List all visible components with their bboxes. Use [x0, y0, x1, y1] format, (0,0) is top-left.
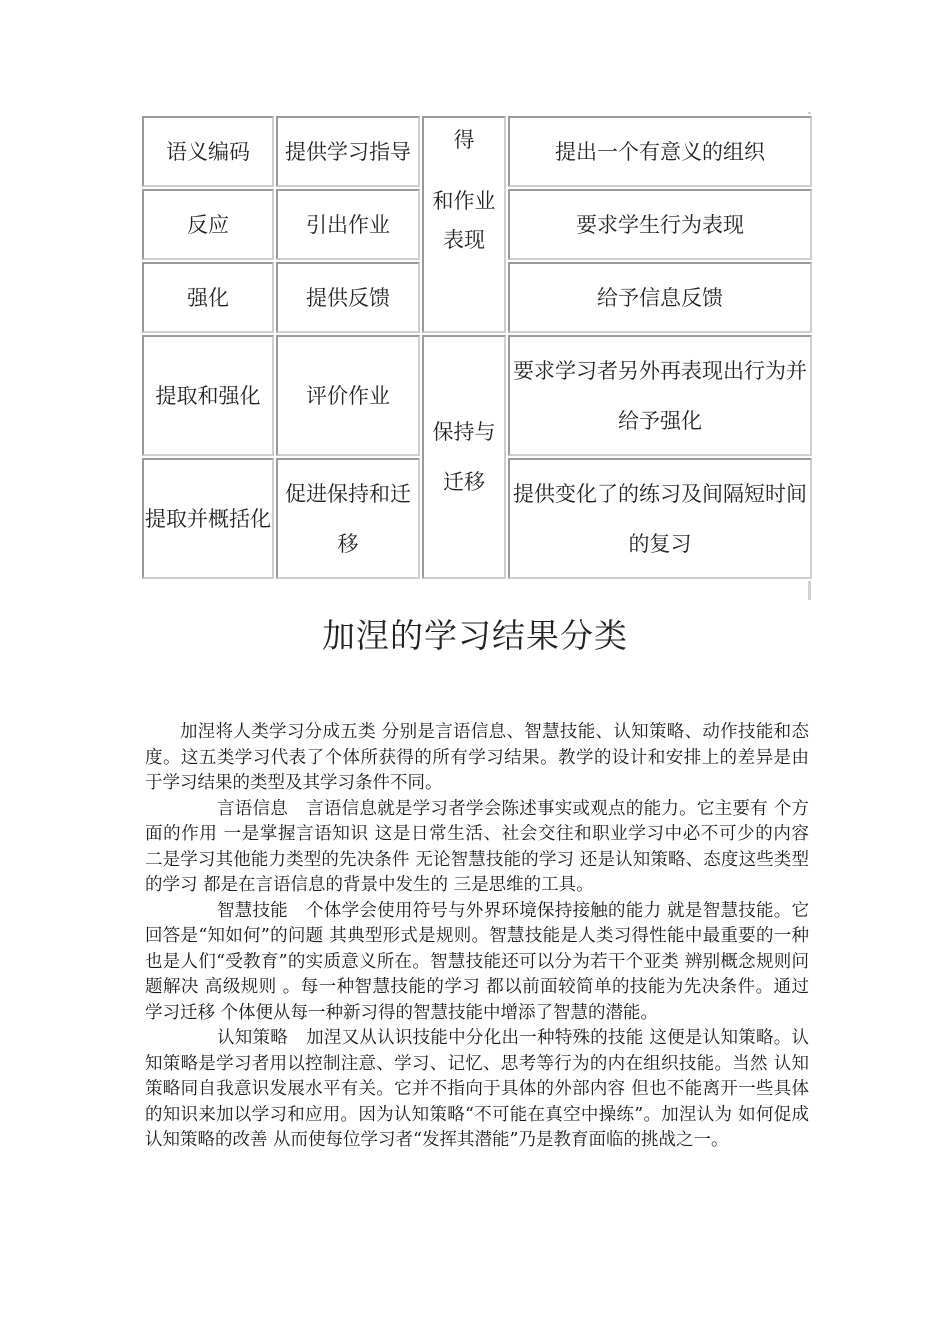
paragraph-intellectual-skills — [145, 899, 809, 1027]
table-cell: 给予信息反馈 — [508, 262, 812, 333]
article-body — [145, 720, 809, 1154]
paragraph-intro: 加涅将人类学习分成五类 分别是言语信息、智慧技能、认知策略、动作技能和态度。这五类学习代表了个体所获得的所有学习结果。教学的设计和安排上的差异是由于学习结果的类型及其学习条件不同。 — [145, 722, 809, 793]
table-cell: 评价作业 — [276, 335, 420, 456]
table-cell: 强化 — [142, 262, 274, 333]
table-row — [142, 116, 812, 187]
section-text: 个体学会使用符号与外界环境保持接触的能力 就是智慧技能。它回答是“知如何”的问题 其典型形式是规则。智慧技能是人类习得性能中最重要的一种 也是人们“受教育”的实质意义所在。智慧技能还可以分为若干个亚类 辨别概念规则问题解决 高级规则 。每一种智慧技能的学习 都以前面较简单的技能为先决条件。通过学习迁移 个体便从每一种新习得的智慧技能中增添了智慧的潜能。 — [145, 900, 810, 1023]
merged-phase-cell-top — [422, 116, 506, 333]
merged-text-line: 和作业 — [432, 189, 496, 213]
section-text: 言语信息就是学习者学会陈述事实或观点的能力。它主要有 个方面的作用 一是掌握言语知识 这是日常生活、社会交往和职业学习中必不可少的内容 二是学习其他能力类型的先决条件 无论智慧技能的学习 还是认知策略、态度这些类型的学习 都是在言语信息的背景中发生的 三是思维的工具。 — [145, 798, 810, 895]
table-cell: 提取并概括化 — [142, 458, 274, 579]
table-cell: 反应 — [142, 189, 274, 260]
page-title: 加涅的学习结果分类 — [322, 616, 628, 655]
merged-text-line: 表现 — [443, 228, 485, 252]
merged-phase-cell-bottom — [422, 335, 506, 579]
table-cell: 提出一个有意义的组织 — [508, 116, 812, 187]
section-term: 言语信息 — [217, 798, 289, 819]
section-term: 认知策略 — [217, 1028, 289, 1048]
table-cell: 提取和强化 — [142, 335, 274, 456]
section-term: 智慧技能 — [217, 900, 289, 921]
learning-events-table — [140, 114, 814, 581]
merged-text-line: 迁移 — [443, 470, 485, 494]
merged-text-line: 得 — [453, 128, 475, 152]
table-cell: 要求学习者另外再表现出行为并给予强化 — [508, 335, 812, 456]
paragraph-cognitive-strategies — [145, 1026, 809, 1154]
table-cell: 提供反馈 — [276, 262, 420, 333]
table-cell: 语义编码 — [142, 116, 274, 187]
table-cell: 提供学习指导 — [276, 116, 420, 187]
table-cell: 提供变化了的练习及间隔短时间的复习 — [508, 458, 812, 579]
section-text: 加涅又从认识技能中分化出一种特殊的技能 这便是认知策略。认知策略是学习者用以控制注意、学习、记忆、思考等行为的内在组织技能。当然 认知策略同自我意识发展水平有关。它并不指向于具体的外部内容 但也不能离开一些具体的知识来加以学习和应用。因为认知策略“不可能在真空中操练”。加涅认为 如何促成认知策略的改善 从而使每位学习者“发挥其潜能”乃是教育面临的挑战之一。 — [145, 1028, 810, 1150]
table-cell: 引出作业 — [276, 189, 420, 260]
table-cell: 促进保持和迁移 — [276, 458, 420, 579]
table-cell: 要求学生行为表现 — [508, 189, 812, 260]
merged-text-line: 保持与 — [432, 420, 496, 444]
paragraph-verbal-information — [145, 797, 809, 899]
table-row — [142, 335, 812, 456]
